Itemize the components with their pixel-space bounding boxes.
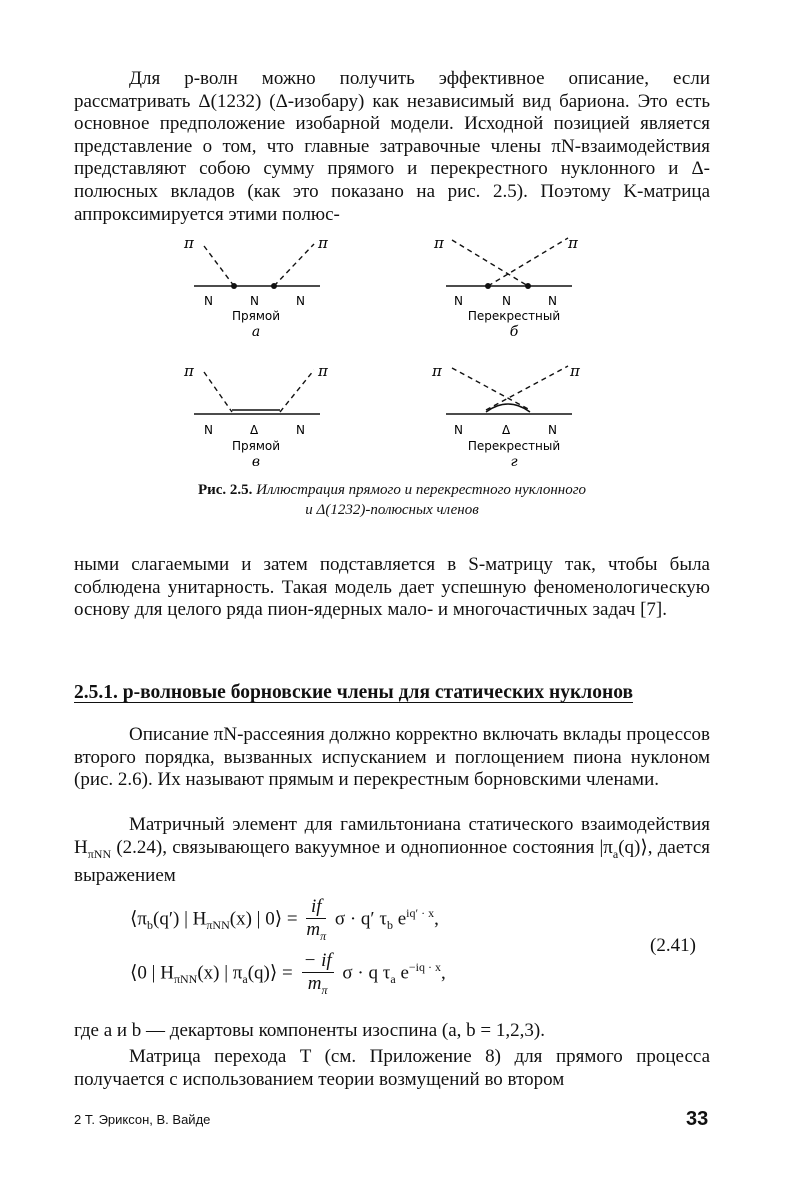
p4-sub: πNN <box>87 846 112 861</box>
eq2-exponent: −iq · x <box>408 959 441 974</box>
eq2-lhs: ⟨0 | H <box>130 962 174 984</box>
eq1-lhs-sub2: πNN <box>206 918 230 933</box>
diagram-letter: а <box>251 324 261 340</box>
state-label: N <box>548 294 557 308</box>
pi-label: π <box>570 362 580 380</box>
eq1-rhs: σ · q′ τ <box>334 908 387 930</box>
caption-label: Рис. 2.5. <box>197 482 253 498</box>
eq2-rhs: σ · q τ <box>342 962 391 984</box>
p4-end: (q)⟩, дается выражением <box>74 836 711 886</box>
caption-line-2: и Δ(1232)-полюсных членов <box>305 502 479 518</box>
eq2-lhs-sub: πNN <box>173 972 198 987</box>
state-label: N <box>250 294 259 308</box>
p4-text: Матричный элемент для гамильтониана статического взаимодействия H <box>74 814 710 858</box>
eq1-exp-base: e <box>392 908 407 930</box>
eq2-denominator: m <box>307 973 322 994</box>
eq2-numerator: − if <box>303 950 332 971</box>
footer-authors: 2 Т. Эриксон, В. Вайде <box>74 1112 211 1127</box>
eq1-lhs-rest: (q′) | H <box>153 908 207 930</box>
pi-label: π <box>434 234 444 252</box>
paragraph-transition-matrix: Матрица перехода T (см. Приложение 8) для прямого процесса получается с использованием теории возмущений во втором <box>74 1046 710 1090</box>
pi-label: π <box>432 362 442 380</box>
equation-number: (2.41) <box>650 935 696 956</box>
state-label: N <box>204 423 213 437</box>
vertex <box>485 283 491 289</box>
eq2-denominator-sub: π <box>321 982 328 997</box>
vertex <box>231 283 237 289</box>
eq2-tail: , <box>441 962 446 984</box>
paragraph-intro: Для p-волн можно получить эффективное описание, если рассматривать Δ(1232) (Δ-изобару) как независимый вид бариона. Это есть основное предположение изобарной модели. Исходной позицией является представление о том, что главные затравочные члены πN-взаимодействия представляют собою сумму прямого и перекрестного нуклонного и Δ-полюсных вкладов (как это показано на рис. 2.5). Поэтому K-матрица аппроксимируется этими полюс- <box>74 68 710 225</box>
state-label: N <box>204 294 213 308</box>
diagram-letter: б <box>509 324 519 340</box>
diagram-type-label: Перекрестный <box>467 439 561 453</box>
diagram-type-label: Прямой <box>231 309 281 323</box>
state-label: N <box>296 294 305 308</box>
eq1-tail: , <box>434 908 439 930</box>
pi-label: π <box>184 362 194 380</box>
eq2-rhs-sub: a <box>390 972 396 987</box>
state-label: N <box>502 294 511 308</box>
diagram-d <box>431 362 581 470</box>
eq2-fraction <box>302 950 334 998</box>
eq2-lhs-rest: (x) | π <box>197 962 243 984</box>
diagram-type-label: Перекрестный <box>467 309 561 323</box>
diagram-letter: г <box>510 454 518 470</box>
vertex <box>271 283 277 289</box>
eq2-lhs-end: (q)⟩ = <box>247 962 293 984</box>
eq1-denominator-sub: π <box>320 928 327 943</box>
eq2-lhs-sub2: a <box>242 972 248 987</box>
state-label: N <box>296 423 305 437</box>
eq1-denominator: m <box>306 919 321 940</box>
eq1-lhs-end: (x) | 0⟩ = <box>229 908 298 930</box>
pi-label: π <box>318 234 328 252</box>
eq1-exponent: iq′ · x <box>406 905 435 920</box>
p4-sub2: a <box>612 846 619 861</box>
paragraph-continuation: ными слагаемыми и затем подставляется в S-матрицу так, чтобы была соблюдена унитарность. Такая модель дает успешную феноменологическую основу для целого ряда пион-ядерных мало- и многочастичных задач [7]. <box>74 554 710 621</box>
diagram-type-label: Прямой <box>231 439 281 453</box>
paragraph-born-terms: Описание πN-рассеяния должно корректно включать вклады процессов второго порядка, вызванных испусканием и поглощением пиона нуклоном (рис. 2.6). Их называют прямым и перекрестным борновскими членами. <box>74 724 710 791</box>
state-label: N <box>454 294 463 308</box>
page-number: 33 <box>686 1108 709 1130</box>
section-title: 2.5.1. p-волновые борновские члены для статических нуклонов <box>74 682 633 703</box>
diagram-b <box>433 234 579 340</box>
feynman-diagrams <box>74 228 710 478</box>
state-label: Δ <box>250 423 259 437</box>
state-label: N <box>454 423 463 437</box>
figure-caption <box>74 480 710 520</box>
pi-label: π <box>568 234 578 252</box>
caption-line-1: Иллюстрация прямого и перекрестного нуклонного <box>256 482 587 498</box>
eq2-exp-base: e <box>395 962 409 984</box>
vertex <box>525 283 531 289</box>
diagram-letter: в <box>251 454 261 470</box>
paragraph-matrix-element <box>74 814 710 888</box>
eq1-lhs: ⟨π <box>130 908 148 930</box>
eq1-rhs-sub: b <box>386 918 393 933</box>
diagram-c <box>183 362 329 470</box>
pi-label: π <box>184 234 194 252</box>
eq1-fraction <box>306 896 326 944</box>
equation-2 <box>130 950 446 998</box>
pi-label: π <box>318 362 328 380</box>
eq1-numerator: if <box>306 896 326 919</box>
equation-1 <box>130 896 439 944</box>
eq1-lhs-sub: b <box>147 918 154 933</box>
p4-rest: (2.24), связывающего вакуумное и однопионное состояния |π <box>111 836 613 858</box>
state-label: N <box>548 423 557 437</box>
paragraph-isospin: где a и b — декартовы компоненты изоспина (a, b = 1,2,3). <box>74 1020 545 1041</box>
state-label: Δ <box>502 423 511 437</box>
diagram-a <box>183 234 329 340</box>
